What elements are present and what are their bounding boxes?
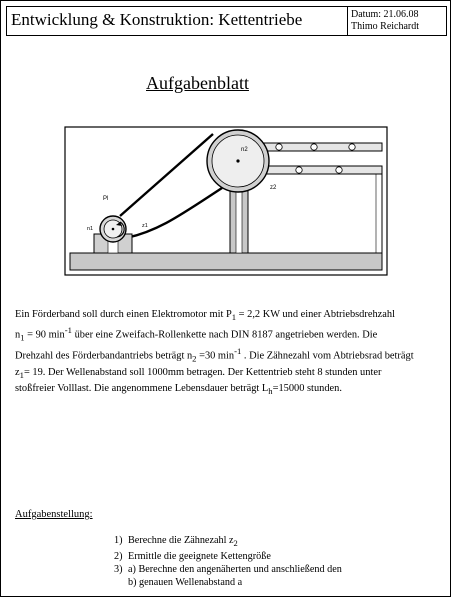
label-n1: n1 bbox=[87, 226, 94, 232]
label-z2: z2 bbox=[270, 185, 277, 191]
label-pl: Pl bbox=[103, 196, 109, 202]
roller bbox=[349, 144, 355, 150]
conveyor-chain-drive-figure bbox=[64, 126, 388, 276]
tasks-heading: Aufgabenstellung: bbox=[15, 509, 93, 520]
roller bbox=[311, 144, 317, 150]
problem-line: $n_1 = 90$ $\min^{-1}$ über eine Zweifach-Rollenkette nach DIN 8187 angetrieben werden. Die bbox=[15, 325, 378, 343]
roller bbox=[296, 167, 302, 173]
problem-line: stoßfreier Volllast. Die angenommene Lebensdauer beträgt $L_h=15000$ stunden. bbox=[15, 383, 342, 397]
date-label: Datum: 21.06.08 bbox=[351, 9, 419, 20]
task-item: 3) a) Berechne den angenäherten und anschließend den bbox=[114, 564, 342, 576]
problem-line: Drehzahl des Förderbandantriebs beträgt $n_2 =30$ $\min^{-1}$ . Die Zähnezahl vom Abtriebsrad beträgt bbox=[15, 346, 414, 364]
document-title: Entwicklung & Konstruktion: Kettentriebe bbox=[7, 7, 348, 35]
roller bbox=[336, 167, 342, 173]
task-item: 1) Berechne die Zähnezahl $z_2$ bbox=[114, 535, 238, 549]
label-z1: z1 bbox=[142, 223, 148, 229]
problem-line: $z_1= 19$. Der Wellenabstand soll 1000mm betragen. Der Kettentrieb steht 8 stunden unter bbox=[15, 367, 382, 381]
label-n2: n2 bbox=[241, 147, 248, 153]
header-table bbox=[6, 6, 447, 36]
author-name: Thimo Reichardt bbox=[351, 21, 420, 32]
task-list bbox=[114, 534, 342, 589]
page-heading: Aufgabenblatt bbox=[146, 73, 249, 93]
task-item: 2) Ermittle die geeignete Kettengröße bbox=[114, 551, 271, 563]
problem-line: Ein Förderband soll durch einen Elektromotor mit $P_1 = 2,2$ KW und einer Abtriebsdrehzahl bbox=[15, 309, 395, 323]
header-meta bbox=[348, 7, 446, 35]
problem-statement bbox=[15, 308, 445, 399]
base-plate bbox=[70, 253, 382, 270]
roller bbox=[276, 144, 282, 150]
task-item: b) genauen Wellenabstand a bbox=[128, 577, 243, 589]
